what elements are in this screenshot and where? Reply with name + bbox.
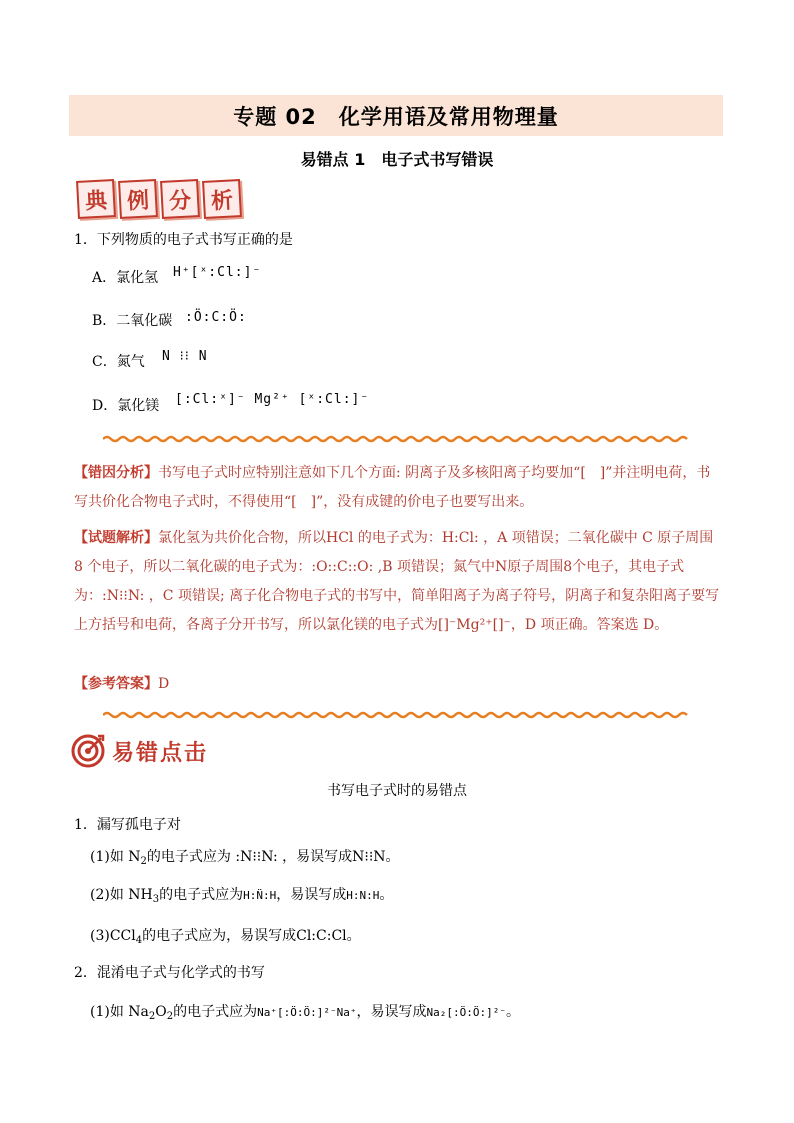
item1-b-formula-wrong: H:N:H [346,889,380,902]
item2-a-mid2: ，易误写成 [356,1004,427,1020]
solution-tag: 【试题解析】 [74,530,158,546]
item2-a [90,1001,520,1022]
item1-c-sub: 4 [135,935,143,946]
error-text: 书写电子式时应特别注意如下几个方面: 阴离子及多核阳离子均要加“[ ]”并注明电荷，书写共价化合物电子式时，不得使用“[ ]”，没有成键的价电子也要写出来。 [74,465,711,510]
item1-b-mid1: 的电子式应为 [159,887,244,903]
solution-text: 氯化氢为共价化合物，所以HCl 的电子式为：H:Cl: ，A 项错误；二氧化碳中 C 原子周围 8 个电子，所以二氧化碳的电子式为：:O::C::O: ,B 项错误；氮气中N原子周围8个电子，其电子式为：:N⁝⁝N: ，C 项错误; 离子化合物电子式的书写中，简单阳离子为离子符号，阴离子和复杂阳离子要写上方括号和电荷，各离子分开书写，所以氯化镁的电子式为[]⁻Mg²⁺[]⁻，D 项正确。答案选 D。 [74,530,720,633]
item2-a-formula-correct: Na⁺[:Ö:Ö:]²⁻Na⁺ [257,1006,357,1019]
error-tag: 【错因分析】 [74,465,158,481]
item1-c-mid: 的电子式应为 [142,928,227,944]
item2-a-sub1: 2 [148,1011,156,1022]
item1-b-end: 。 [379,887,394,903]
item1-title: 1．漏写孤电子对 [74,817,181,833]
item1-b-sub: 3 [152,894,160,905]
option-c-formula: N ⁝⁝ N [162,349,208,364]
item2-a-formula-wrong: Na₂[:Ö:Ö:]²⁻ [426,1006,506,1019]
item1-b-prefix: (2)如 NH [90,887,153,903]
option-b-label: B．二氧化碳 [92,313,173,329]
item1-b-mid2: ，易误写成 [276,887,347,903]
item1-c [90,925,361,946]
reference-answer [74,670,724,699]
option-a-formula: H⁺[ˣ:Cl:]⁻ [173,265,262,280]
option-a-label: A．氯化氢 [92,270,159,286]
item1-a [90,846,400,867]
error-analysis [74,459,724,517]
option-d-label: D．氯化镁 [92,398,160,414]
badge-char: 典 [76,179,116,219]
item2-a-sub2: 2 [166,1011,174,1022]
wavy-divider [103,435,689,443]
option-b-formula: :Ö:C:Ö: [185,310,247,325]
option-c-label: C．氮气 [92,354,145,370]
item1-a-prefix: (1)如 N [90,849,141,865]
item2-a-mid: 的电子式应为 [173,1004,258,1020]
target-icon [70,733,106,769]
item1-c-prefix: (3)CCl [90,928,136,944]
option-d-formula: [:Cl:ˣ]⁻ Mg²⁺ [ˣ:Cl:]⁻ [175,392,370,407]
item2-a-prefix: (1)如 Na [90,1004,149,1020]
item2-title: 2．混淆电子式与化学式的书写 [74,965,265,981]
strike-heading: 书写电子式时的易错点 [327,783,467,799]
page-title: 专题 02 化学用语及常用物理量 [233,104,559,129]
item1-a-sub: 2 [140,856,147,867]
answer-tag: 【参考答案】 [74,676,158,692]
strike-section-header [70,733,208,769]
badge-char: 分 [160,179,200,219]
item1-b-formula-correct: H:N̈:H [243,889,277,902]
strike-title: 易错点击 [112,740,209,766]
solution-analysis [74,524,724,640]
badge-char: 析 [202,179,242,219]
question-stem: 1．下列物质的电子式书写正确的是 [74,232,293,248]
item2-a-o: O [155,1004,167,1020]
title-bar [69,95,723,136]
wavy-divider [103,711,689,719]
item1-c-end: ，易误写成Cl:C:Cl。 [226,928,361,944]
badge-char: 例 [118,179,158,219]
item1-a-text: 的电子式应为 :N⁝⁝N: ，易误写成N⁝⁝N。 [146,849,400,865]
section-title: 易错点 1 电子式书写错误 [300,150,494,169]
item2-a-end: 。 [505,1004,520,1020]
item1-b [90,884,393,905]
badge-row [77,180,241,218]
answer-value: D [158,676,170,692]
